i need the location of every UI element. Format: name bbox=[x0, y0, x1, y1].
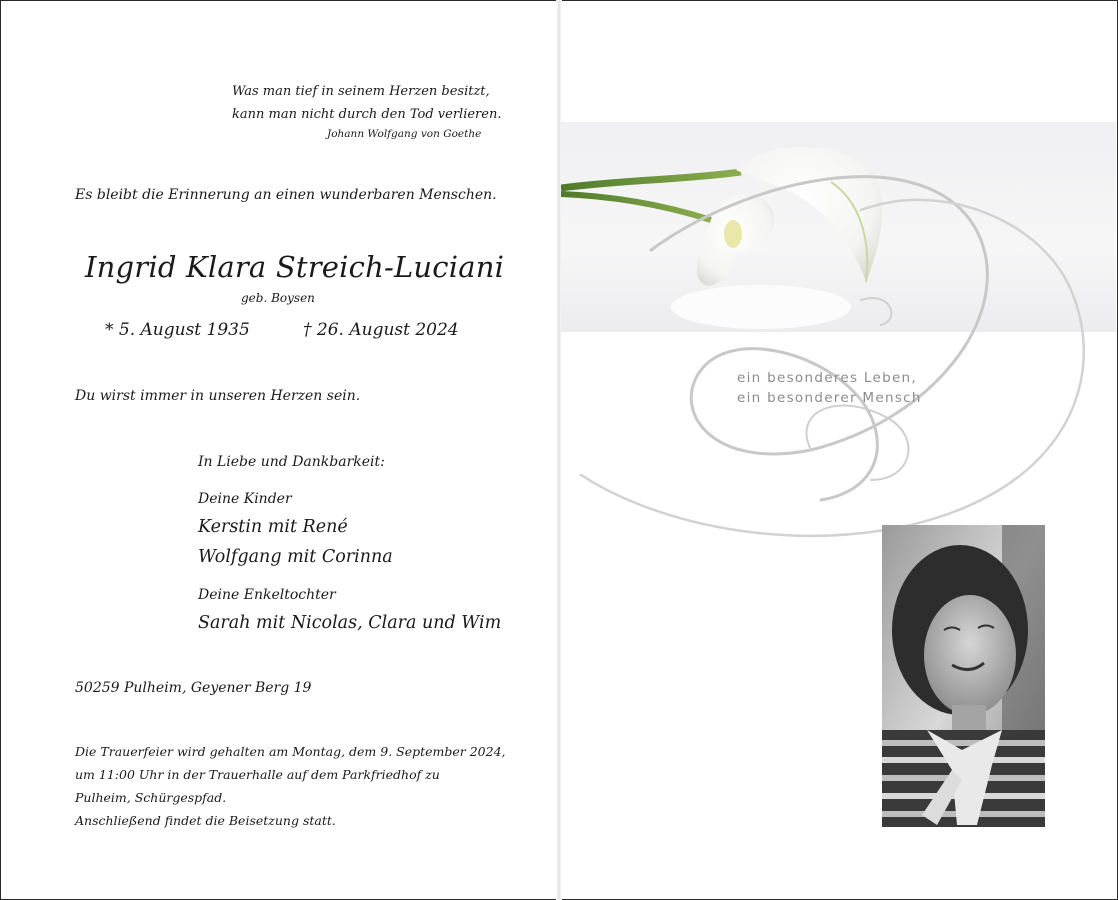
closing-text: Du wirst immer in unseren Herzen sein. bbox=[75, 388, 361, 404]
portrait-image bbox=[882, 525, 1045, 827]
service-line: Pulheim, Schürgespfad. bbox=[75, 790, 227, 805]
service-line: um 11:00 Uhr in der Trauerhalle auf dem Parkfriedhof zu bbox=[75, 767, 440, 782]
service-details bbox=[75, 740, 506, 832]
tagline bbox=[737, 368, 922, 408]
birth-date: * 5. August 1935 bbox=[105, 320, 250, 340]
quote-line-1: Was man tief in seinem Herzen besitzt, bbox=[232, 84, 490, 99]
death-date: † 26. August 2024 bbox=[303, 320, 459, 340]
child-entry: Wolfgang mit Corinna bbox=[198, 547, 393, 567]
quote-author: Johann Wolfgang von Goethe bbox=[327, 128, 482, 140]
children-label: Deine Kinder bbox=[198, 491, 292, 507]
service-line: Die Trauerfeier wird gehalten am Montag, dem 9. September 2024, bbox=[75, 744, 506, 759]
granddaughter-label: Deine Enkeltochter bbox=[198, 587, 336, 603]
tagline-line-1: ein besonderes Leben, bbox=[737, 370, 917, 386]
quote-line-2: kann man nicht durch den Tod verlieren. bbox=[232, 107, 502, 122]
address: 50259 Pulheim, Geyener Berg 19 bbox=[75, 680, 312, 696]
child-entry: Kerstin mit René bbox=[198, 517, 348, 537]
tagline-line-2: ein besonderer Mensch bbox=[737, 390, 922, 406]
birth-name: geb. Boysen bbox=[241, 291, 315, 305]
service-line: Anschließend findet die Beisetzung statt. bbox=[75, 813, 336, 828]
decorative-swirl bbox=[561, 120, 1117, 560]
deceased-name: Ingrid Klara Streich-Luciani bbox=[85, 250, 505, 284]
portrait-photo bbox=[882, 525, 1045, 827]
granddaughter-entry: Sarah mit Nicolas, Clara und Wim bbox=[198, 613, 502, 633]
gratitude-text: In Liebe und Dankbarkeit: bbox=[198, 454, 385, 470]
intro-text: Es bleibt die Erinnerung an einen wunderbaren Menschen. bbox=[75, 187, 497, 203]
goethe-quote bbox=[232, 80, 501, 126]
